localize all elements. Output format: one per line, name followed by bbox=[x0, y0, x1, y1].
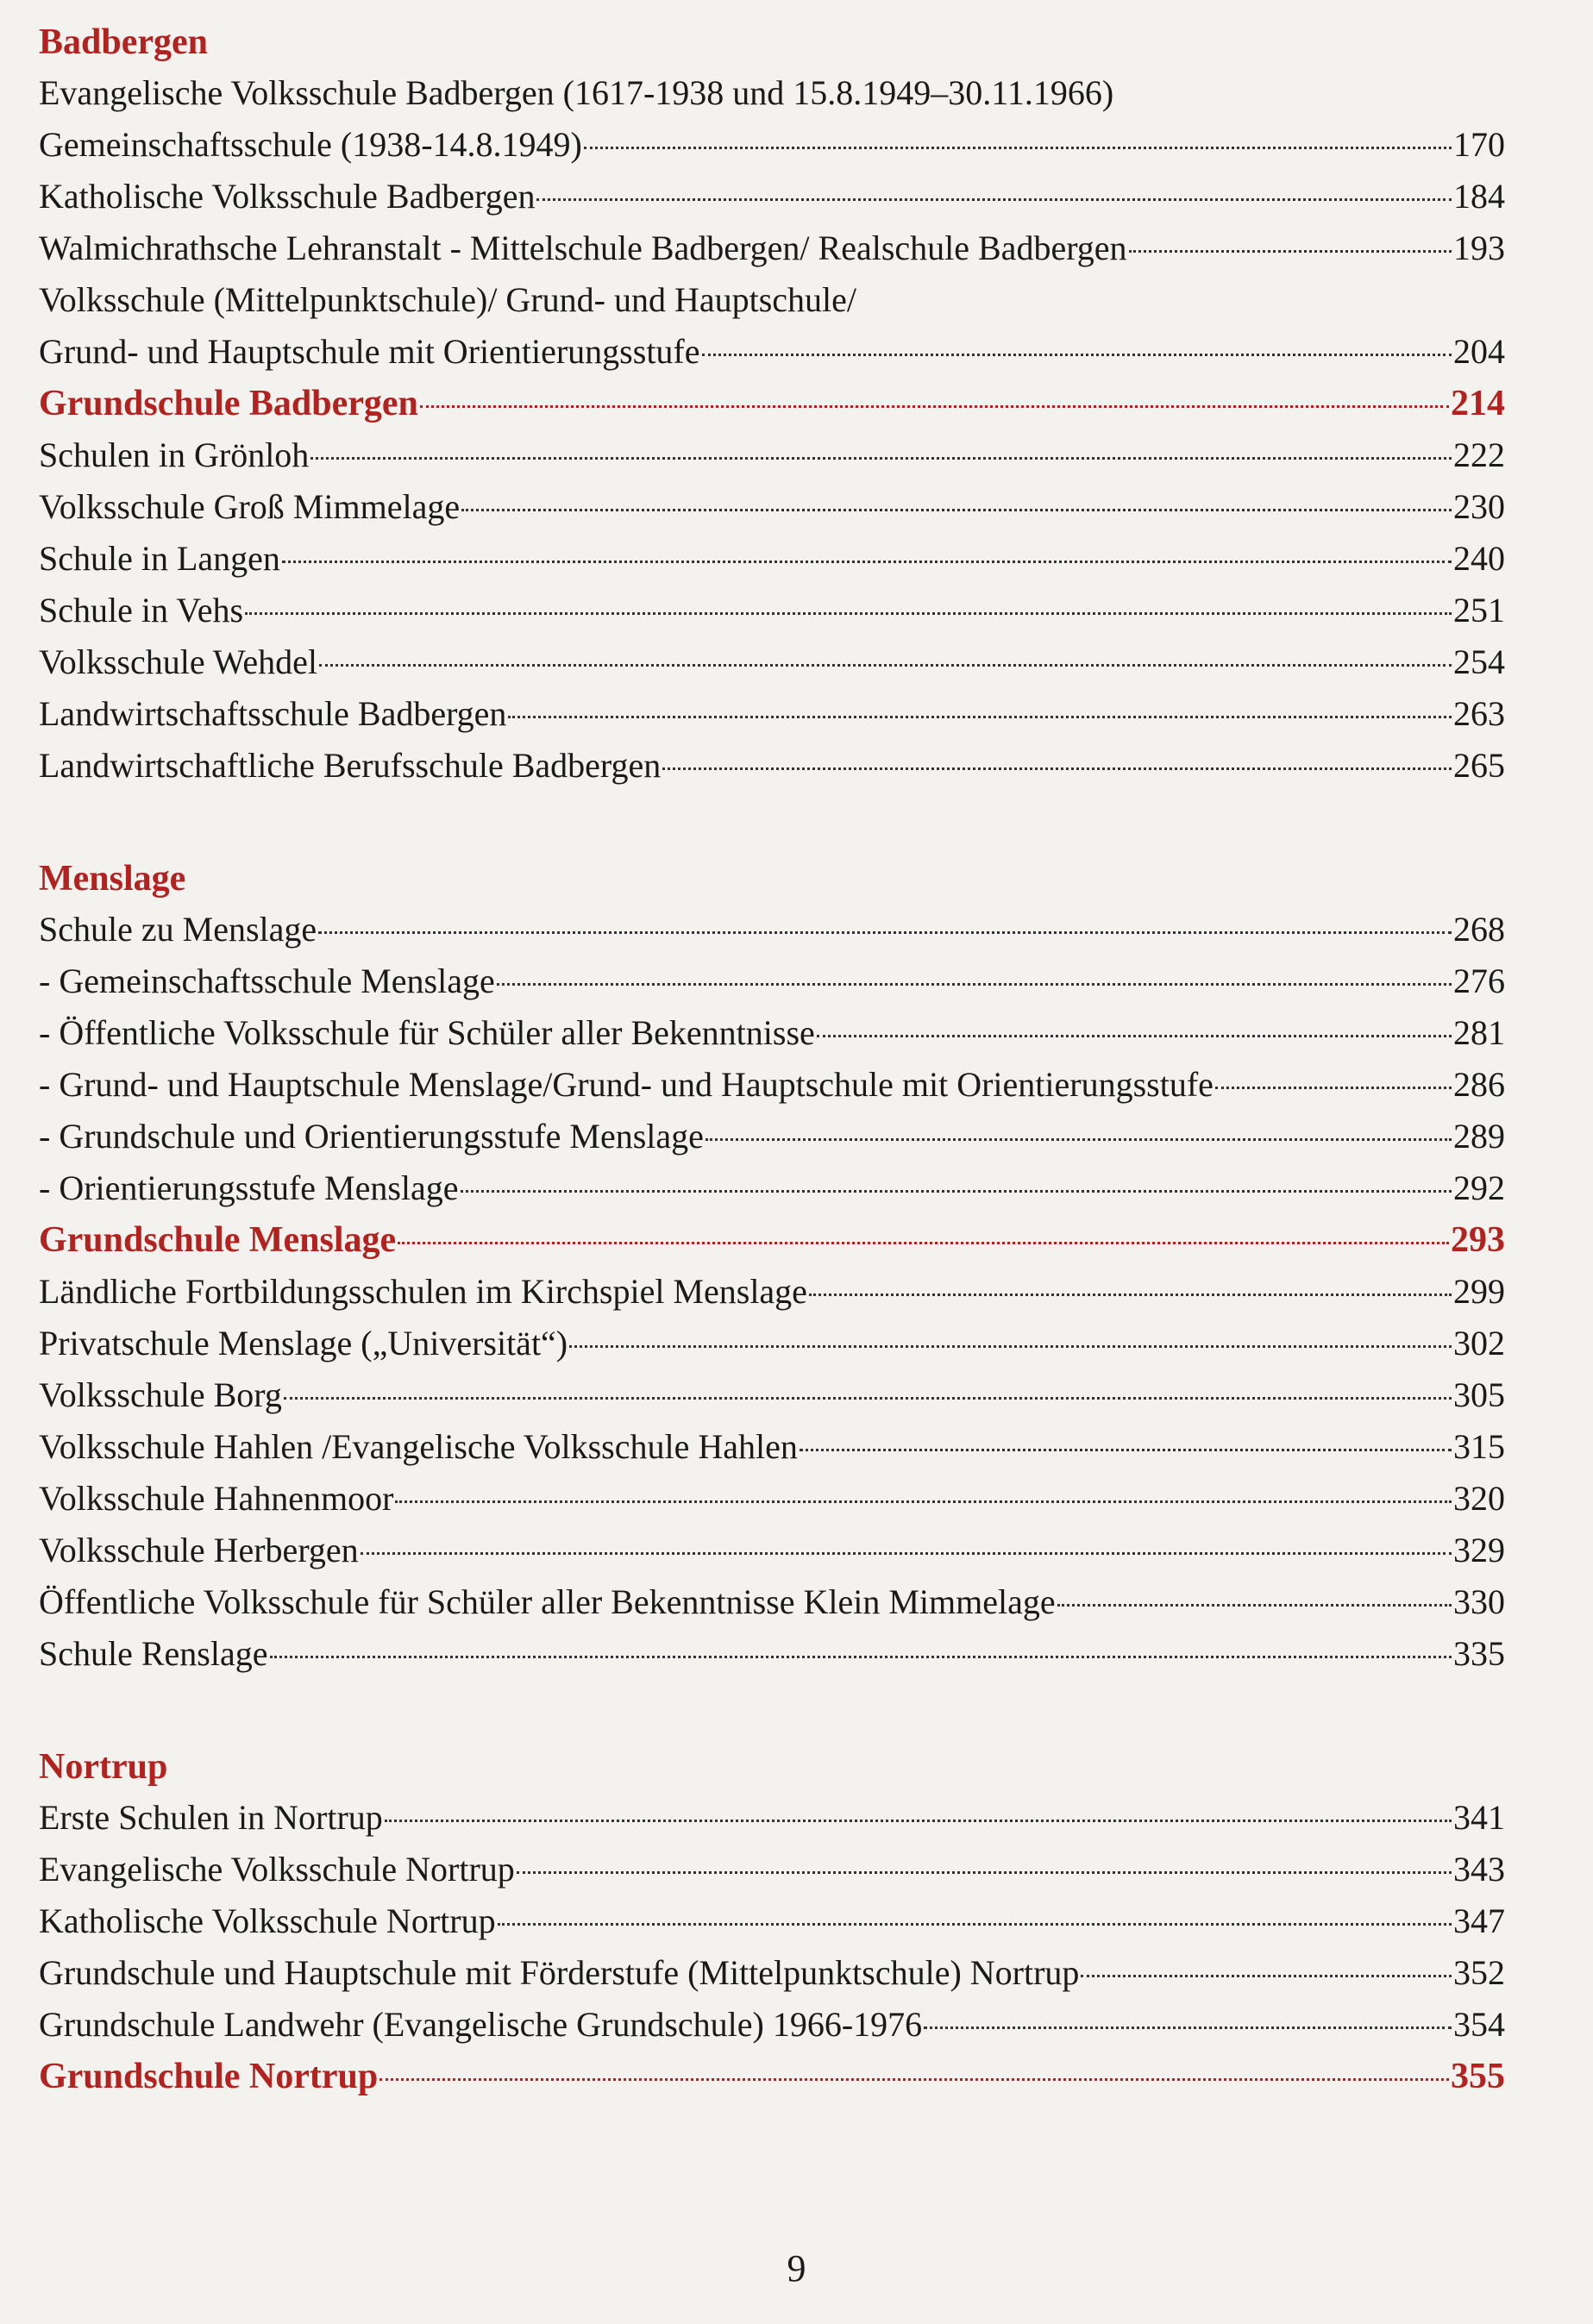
toc-entry-title: Volksschule Groß Mimmelage bbox=[39, 487, 461, 526]
dot-leader bbox=[498, 1923, 1452, 1926]
toc-entry[interactable] bbox=[39, 533, 1505, 585]
section-heading: Menslage bbox=[39, 859, 186, 899]
toc-entry-title: Grundschule und Hauptschule mit Förderstufe (Mittelpunktschule) Nortrup bbox=[39, 1953, 1080, 1992]
toc-entry-page: 240 bbox=[1453, 539, 1505, 578]
toc-entry-page: 335 bbox=[1453, 1634, 1505, 1673]
toc-entry[interactable] bbox=[39, 119, 1505, 171]
toc-entry-page: 286 bbox=[1453, 1065, 1505, 1104]
toc-entry-highlight[interactable] bbox=[39, 1214, 1505, 1266]
toc-entry[interactable] bbox=[39, 171, 1505, 222]
toc-entry-page: 355 bbox=[1451, 2057, 1505, 2096]
toc-entry-page: 276 bbox=[1453, 962, 1505, 1000]
toc-entry-page: 281 bbox=[1453, 1013, 1505, 1052]
table-of-contents bbox=[39, 17, 1505, 2102]
dot-leader bbox=[282, 561, 1452, 563]
dot-leader bbox=[310, 457, 1452, 460]
toc-entry-title: Katholische Volksschule Badbergen bbox=[39, 177, 536, 216]
toc-entry-title: Evangelische Volksschule Badbergen (1617-1938 und 15.8.1949–30.11.1966) bbox=[39, 73, 1114, 112]
toc-entry[interactable] bbox=[39, 585, 1505, 636]
toc-entry-title: Schule in Langen bbox=[39, 539, 280, 578]
toc-entry-title: Volksschule (Mittelpunktschule)/ Grund- und Hauptschule/ bbox=[39, 280, 857, 319]
toc-entry[interactable] bbox=[39, 904, 1505, 955]
toc-entry-highlight[interactable] bbox=[39, 2051, 1505, 2102]
toc-entry-title: Katholische Volksschule Nortrup bbox=[39, 1901, 496, 1940]
toc-entry-page: 354 bbox=[1453, 2005, 1505, 2044]
dot-leader bbox=[270, 1656, 1452, 1658]
toc-entry-title: Erste Schulen in Nortrup bbox=[39, 1798, 383, 1837]
toc-entry[interactable] bbox=[39, 1421, 1505, 1473]
dot-leader bbox=[817, 1035, 1452, 1037]
toc-entry-title: Volksschule Hahnenmoor bbox=[39, 1479, 394, 1518]
toc-entry-page: 329 bbox=[1453, 1531, 1505, 1569]
dot-leader bbox=[385, 1820, 1452, 1822]
dot-leader bbox=[702, 354, 1452, 356]
toc-entry-page: 204 bbox=[1453, 332, 1505, 371]
dot-leader bbox=[662, 767, 1452, 770]
toc-entry-title: Schulen in Grönloh bbox=[39, 435, 310, 474]
toc-entry-page: 320 bbox=[1453, 1479, 1505, 1518]
dot-leader bbox=[497, 983, 1452, 986]
dot-leader bbox=[517, 1871, 1452, 1874]
toc-entry[interactable] bbox=[39, 222, 1505, 274]
toc-entry[interactable] bbox=[39, 1318, 1505, 1369]
dot-leader bbox=[1215, 1087, 1452, 1089]
dot-leader bbox=[536, 198, 1452, 201]
dot-leader bbox=[1129, 250, 1452, 253]
toc-entry-title: Volksschule Hahlen /Evangelische Volksschule Hahlen bbox=[39, 1427, 798, 1466]
toc-entry-page: 263 bbox=[1453, 694, 1505, 733]
toc-entry[interactable] bbox=[39, 1059, 1505, 1111]
toc-entry[interactable] bbox=[39, 636, 1505, 688]
dot-leader bbox=[379, 2078, 1449, 2081]
dot-leader bbox=[395, 1500, 1452, 1503]
toc-entry-title: - Öffentliche Volksschule für Schüler aller Bekenntnisse bbox=[39, 1013, 815, 1052]
toc-entry-page: 343 bbox=[1453, 1850, 1505, 1889]
toc-entry-page: 268 bbox=[1453, 910, 1505, 949]
toc-entry-page: 193 bbox=[1453, 229, 1505, 267]
toc-entry-title: Volksschule Wehdel bbox=[39, 642, 318, 681]
dot-leader bbox=[809, 1294, 1452, 1296]
toc-entry-title: - Grundschule und Orientierungsstufe Menslage bbox=[39, 1117, 704, 1156]
toc-entry-title: Evangelische Volksschule Nortrup bbox=[39, 1850, 515, 1889]
section-heading: Nortrup bbox=[39, 1747, 168, 1787]
toc-entry[interactable] bbox=[39, 429, 1505, 481]
toc-entry-page: 184 bbox=[1453, 177, 1505, 216]
toc-entry-title: Grundschule Menslage bbox=[39, 1220, 397, 1260]
toc-entry-page: 170 bbox=[1453, 125, 1505, 164]
toc-entry-page: 352 bbox=[1453, 1953, 1505, 1992]
toc-entry[interactable] bbox=[39, 1628, 1505, 1680]
toc-entry-page: 315 bbox=[1453, 1427, 1505, 1466]
toc-entry[interactable] bbox=[39, 1792, 1505, 1844]
toc-entry-title: Gemeinschaftsschule (1938-14.8.1949) bbox=[39, 125, 582, 164]
toc-entry[interactable] bbox=[39, 1162, 1505, 1214]
dot-leader bbox=[584, 147, 1452, 149]
toc-entry-page: 251 bbox=[1453, 591, 1505, 630]
toc-entry[interactable] bbox=[39, 1525, 1505, 1576]
toc-entry-title: Grundschule Badbergen bbox=[39, 384, 418, 423]
toc-entry-page: 305 bbox=[1453, 1375, 1505, 1414]
dot-leader bbox=[1081, 1975, 1452, 1977]
dot-leader bbox=[284, 1397, 1452, 1400]
dot-leader bbox=[319, 664, 1452, 667]
toc-entry[interactable] bbox=[39, 1473, 1505, 1525]
toc-entry[interactable] bbox=[39, 1576, 1505, 1628]
toc-entry-page: 330 bbox=[1453, 1582, 1505, 1621]
toc-entry[interactable] bbox=[39, 1999, 1505, 2051]
dot-leader bbox=[361, 1552, 1452, 1555]
toc-entry[interactable] bbox=[39, 1266, 1505, 1318]
section-heading: Badbergen bbox=[39, 22, 209, 62]
dot-leader bbox=[508, 716, 1452, 718]
toc-entry-title-continued: Grund- und Hauptschule mit Orientierungsstufe bbox=[39, 332, 700, 371]
toc-entry-title: - Gemeinschaftsschule Menslage bbox=[39, 962, 495, 1000]
toc-entry[interactable] bbox=[39, 1369, 1505, 1421]
toc-entry-page: 222 bbox=[1453, 435, 1505, 474]
toc-entry[interactable] bbox=[39, 1007, 1505, 1059]
dot-leader bbox=[461, 509, 1452, 511]
toc-entry-line bbox=[39, 326, 1505, 378]
toc-entry-title: Landwirtschaftsschule Badbergen bbox=[39, 694, 507, 733]
dot-leader bbox=[924, 2026, 1452, 2029]
toc-entry-page: 265 bbox=[1453, 746, 1505, 785]
toc-entry-page: 293 bbox=[1451, 1220, 1505, 1260]
dot-leader bbox=[800, 1449, 1452, 1451]
toc-entry-title: Volksschule Borg bbox=[39, 1375, 282, 1414]
toc-entry-page: 292 bbox=[1453, 1168, 1505, 1207]
toc-entry-page: 347 bbox=[1453, 1901, 1505, 1940]
toc-entry-title: Ländliche Fortbildungsschulen im Kirchspiel Menslage bbox=[39, 1272, 807, 1311]
toc-entry-title: Privatschule Menslage („Universität“) bbox=[39, 1324, 568, 1362]
toc-entry-page: 299 bbox=[1453, 1272, 1505, 1311]
toc-entry[interactable] bbox=[39, 67, 1505, 119]
toc-entry-title: Grundschule Landwehr (Evangelische Grundschule) 1966-1976 bbox=[39, 2005, 923, 2044]
toc-entry-page: 230 bbox=[1453, 487, 1505, 526]
dot-leader bbox=[706, 1138, 1452, 1141]
toc-entry-title: Grundschule Nortrup bbox=[39, 2057, 379, 2096]
toc-entry-title: Schule zu Menslage bbox=[39, 910, 317, 949]
toc-entry-title: Volksschule Herbergen bbox=[39, 1531, 359, 1569]
toc-entry-page: 214 bbox=[1451, 384, 1505, 423]
toc-entry-title: Landwirtschaftliche Berufsschule Badbergen bbox=[39, 746, 662, 785]
dot-leader bbox=[461, 1190, 1452, 1193]
toc-entry[interactable] bbox=[39, 955, 1505, 1007]
dot-leader bbox=[569, 1345, 1452, 1348]
page-number: 9 bbox=[787, 2247, 806, 2290]
toc-entry[interactable] bbox=[39, 481, 1505, 533]
toc-entry-page: 302 bbox=[1453, 1324, 1505, 1362]
dot-leader bbox=[318, 931, 1452, 934]
dot-leader bbox=[398, 1242, 1449, 1244]
toc-entry-highlight[interactable] bbox=[39, 378, 1505, 429]
toc-entry[interactable] bbox=[39, 740, 1505, 792]
toc-entry[interactable] bbox=[39, 274, 1505, 378]
dot-leader bbox=[1057, 1604, 1452, 1607]
toc-entry-title: Öffentliche Volksschule für Schüler aller Bekenntnisse Klein Mimmelage bbox=[39, 1582, 1056, 1621]
toc-entry[interactable] bbox=[39, 688, 1505, 740]
dot-leader bbox=[420, 405, 1449, 408]
toc-entry-title: Schule in Vehs bbox=[39, 591, 244, 630]
toc-entry[interactable] bbox=[39, 1895, 1505, 1947]
toc-entry-page: 341 bbox=[1453, 1798, 1505, 1837]
toc-entry[interactable] bbox=[39, 1844, 1505, 1895]
toc-entry-page: 254 bbox=[1453, 642, 1505, 681]
toc-entry-title: - Orientierungsstufe Menslage bbox=[39, 1168, 459, 1207]
toc-entry-title: Schule Renslage bbox=[39, 1634, 268, 1673]
toc-entry[interactable] bbox=[39, 1111, 1505, 1162]
toc-entry-title: - Grund- und Hauptschule Menslage/Grund- und Hauptschule mit Orientierungsstufe bbox=[39, 1065, 1214, 1104]
dot-leader bbox=[245, 612, 1452, 615]
toc-entry[interactable] bbox=[39, 1947, 1505, 1999]
toc-entry-page: 289 bbox=[1453, 1117, 1505, 1156]
toc-entry-title: Walmichrathsche Lehranstalt - Mittelschule Badbergen/ Realschule Badbergen bbox=[39, 229, 1127, 267]
